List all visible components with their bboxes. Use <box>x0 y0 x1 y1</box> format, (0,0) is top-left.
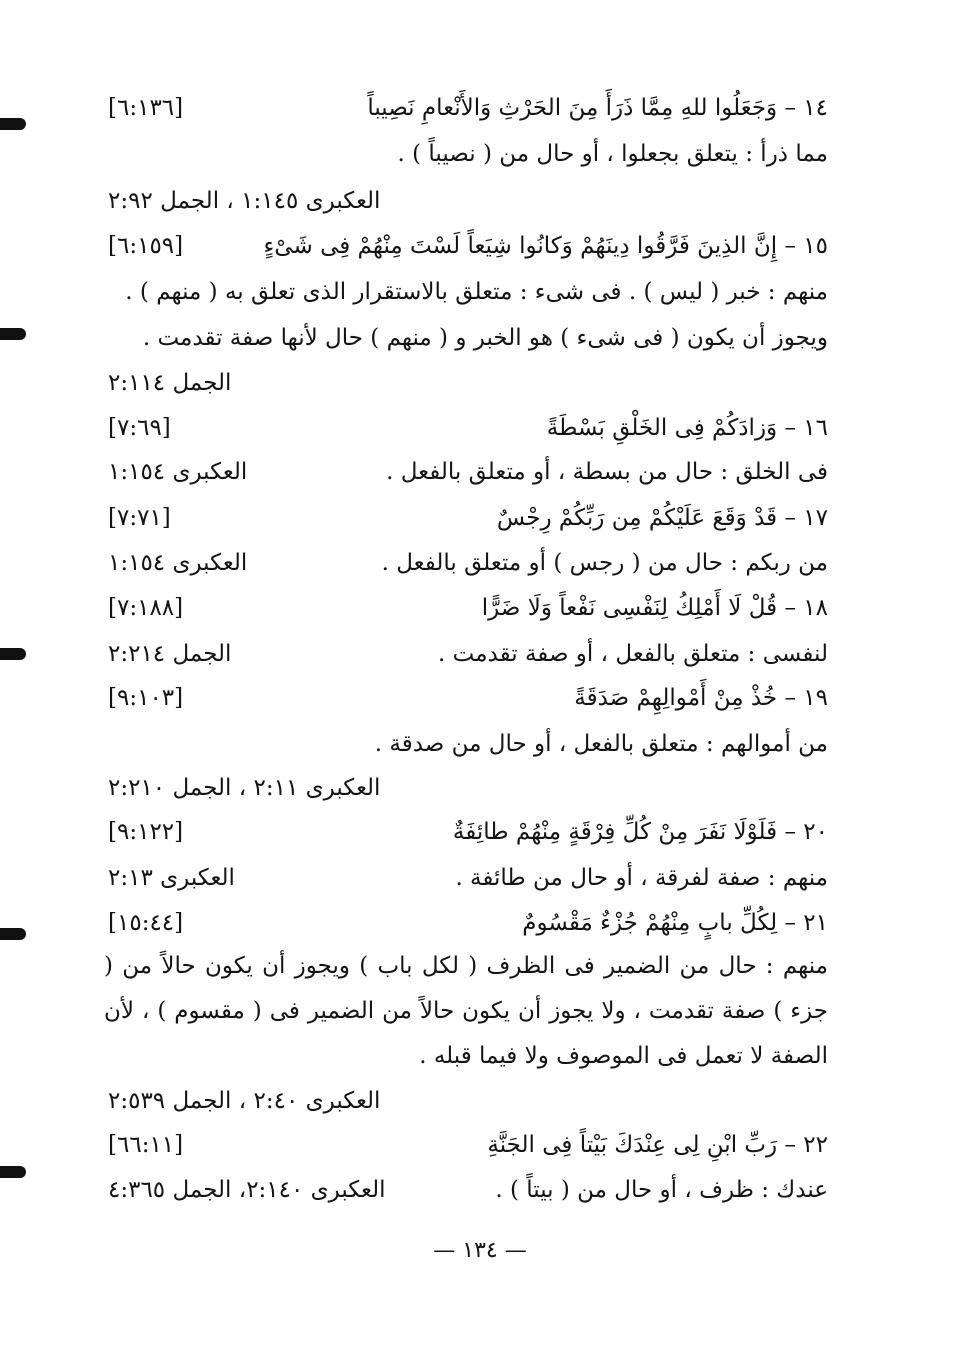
verse-line <box>108 812 828 852</box>
verse-text: ١٤ – وَجَعَلُوا للهِ مِمَّا ذَرَأَ مِنَ الحَرْثِ وَالأَنْعامِ نَصِيباً <box>367 95 828 121</box>
source-line <box>108 181 828 221</box>
scan-edge-mark <box>0 928 26 940</box>
verse-reference: [٧:٦٩] <box>108 415 171 441</box>
commentary-text: عندك : ظرف ، أو حال من ( بيتاً ) . <box>495 1177 828 1203</box>
verse-text: ١٧ – قَدْ وَقَعَ عَلَيْكُمْ مِن رَبِّكُمْ رِجْسٌ <box>496 505 828 531</box>
verse-reference: [٧:١٨٨] <box>108 595 184 621</box>
verse-reference: [٦٦:١١] <box>108 1132 184 1158</box>
source-line <box>108 1081 828 1121</box>
commentary-text: منهم : خبر ( ليس ) . فى شىء : متعلق بالاستقرار الذى تعلق به ( منهم ) . <box>125 279 828 305</box>
verse-text: ٢٠ – فَلَوْلَا نَفَرَ مِنْ كُلِّ فِرْقَةٍ مِنْهُمْ طائِفَةٌ <box>452 819 828 845</box>
source-reference: العكبرى ٢:٤٠ ، الجمل ٢:٥٣٩ <box>108 1088 381 1114</box>
commentary-text: لنفسى : متعلق بالفعل ، أو صفة تقدمت . <box>438 641 828 667</box>
verse-line <box>108 678 828 718</box>
verse-text: ٢٢ – رَبِّ ابْنِ لِى عِنْدَكَ بَيْتاً فِى الجَنَّةِ <box>487 1132 828 1158</box>
source-reference: العكبرى ١:١٥٤ <box>108 459 248 485</box>
commentary-text: ويجوز أن يكون ( فى شىء ) هو الخبر و ( منهم ) حال لأنها صفة تقدمت . <box>142 325 828 351</box>
page-number: — ١٣٤ — <box>433 1238 527 1263</box>
source-reference: العكبرى ٢:١٤٠، الجمل ٤:٣٦٥ <box>108 1177 386 1203</box>
commentary-text: فى الخلق : حال من بسطة ، أو متعلق بالفعل . <box>386 459 828 485</box>
source-line <box>108 363 828 403</box>
verse-line <box>108 498 828 538</box>
commentary-line <box>108 134 828 174</box>
commentary-text: من ربكم : حال من ( رجس ) أو متعلق بالفعل . <box>381 550 828 576</box>
verse-reference: [٦:١٥٩] <box>108 233 184 259</box>
source-reference: الجمل ٢:٢١٤ <box>108 641 232 667</box>
scan-edge-mark <box>0 648 26 660</box>
verse-line <box>108 903 828 943</box>
verse-text: ١٦ – وَزادَكُمْ فِى الخَلْقِ بَسْطَةً <box>546 415 828 441</box>
verse-line <box>108 408 828 448</box>
source-reference: العكبرى ٢:١٣ <box>108 865 235 891</box>
source-reference: الجمل ٢:١١٤ <box>108 370 232 396</box>
commentary-line <box>108 318 828 358</box>
commentary-line <box>108 543 828 583</box>
commentary-line <box>108 1170 828 1210</box>
verse-text: ١٥ – إِنَّ الذِينَ فَرَّقُوا دِينَهُمْ وَكانُوا شِيَعاً لَسْتَ مِنْهُمْ فِى شَىْءٍ <box>263 233 828 259</box>
source-line <box>108 768 828 808</box>
verse-text: ٢١ – لِكُلِّ بابٍ مِنْهُمْ جُزْءٌ مَقْسُومٌ <box>522 910 828 936</box>
commentary-text: مما ذرأ : يتعلق بجعلوا ، أو حال من ( نصيباً ) . <box>397 141 828 167</box>
verse-reference: [٧:٧١] <box>108 505 171 531</box>
verse-reference: [٦:١٣٦] <box>108 95 184 121</box>
verse-line <box>108 88 828 128</box>
source-reference: العكبرى ٢:١١ ، الجمل ٢:٢١٠ <box>108 775 381 801</box>
verse-line <box>108 1125 828 1165</box>
verse-line <box>108 226 828 266</box>
commentary-text: من أموالهم : متعلق بالفعل ، أو حال من صدقة . <box>374 731 828 757</box>
commentary-paragraph: منهم : حال من الضمير فى الظرف ( لكل باب ) ويجوز أن يكون حالاً من ( جزء ) صفة تقدمت ، ولا يجوز أن يكون حالاً من الضمير فى ( مقسوم ) ، لأن الصفة لا تعمل فى الموصوف ولا فيما قبله . <box>104 953 828 1069</box>
scan-edge-mark <box>0 118 26 130</box>
verse-text: ١٩ – خُذْ مِنْ أَمْوالِهِمْ صَدَقَةً <box>574 685 828 711</box>
verse-line <box>108 588 828 628</box>
source-reference: العكبرى ١:١٤٥ ، الجمل ٢:٩٢ <box>108 188 381 214</box>
commentary-line <box>108 272 828 312</box>
source-reference: العكبرى ١:١٥٤ <box>108 550 248 576</box>
scan-edge-mark <box>0 1166 26 1178</box>
verse-reference: [٩:١٠٣] <box>108 685 184 711</box>
scan-edge-mark <box>0 328 26 340</box>
verse-text: ١٨ – قُلْ لَا أَمْلِكُ لِنَفْسِى نَفْعاً وَلَا ضَرًّا <box>481 595 828 621</box>
commentary-line <box>108 724 828 764</box>
verse-reference: [٩:١٢٢] <box>108 819 184 845</box>
commentary-line <box>108 858 828 898</box>
commentary-text: منهم : صفة لفرقة ، أو حال من طائفة . <box>455 865 828 891</box>
commentary-line <box>108 452 828 492</box>
commentary-line <box>108 634 828 674</box>
verse-reference: [١٥:٤٤] <box>108 910 184 936</box>
